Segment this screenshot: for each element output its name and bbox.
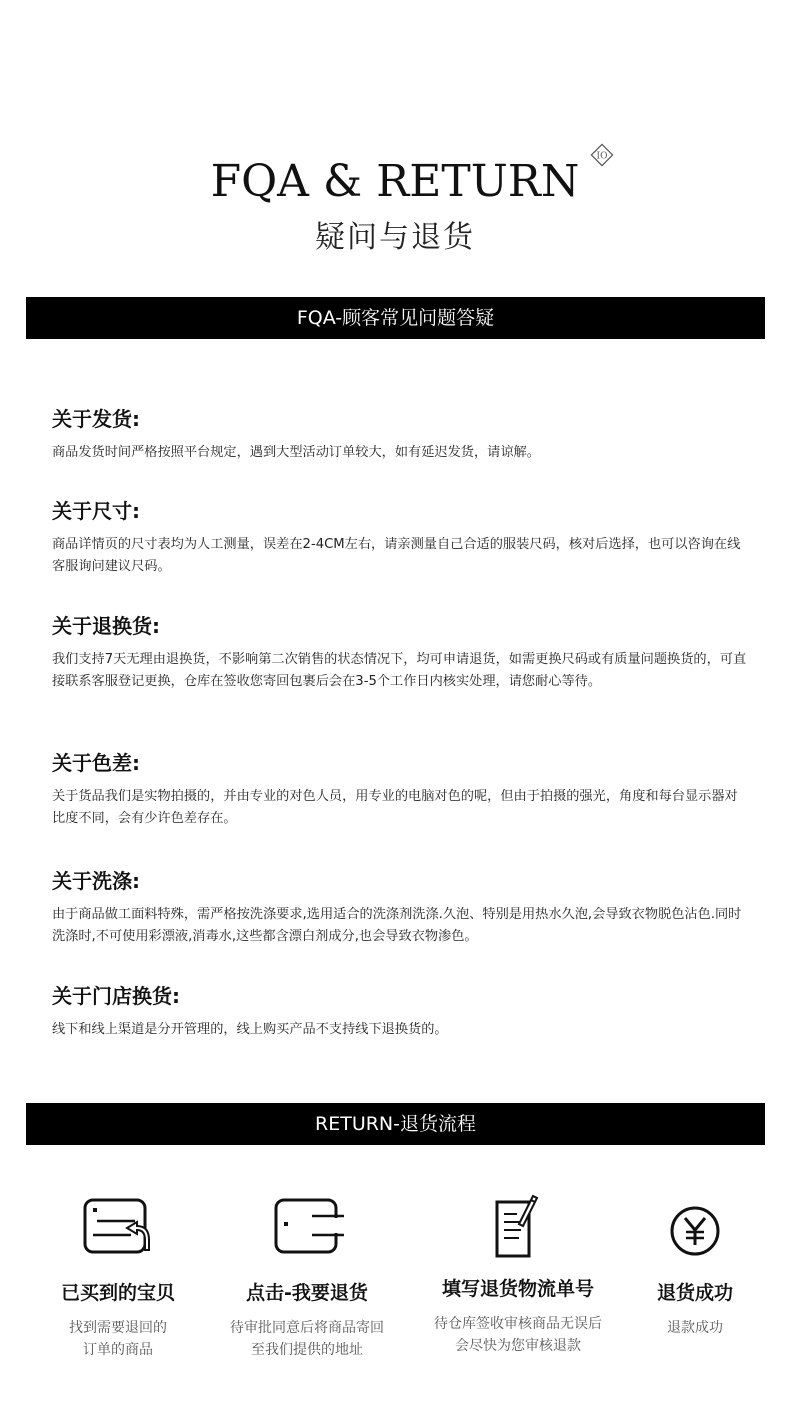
step-desc-line: 退款成功 (667, 1320, 723, 1336)
document-pen-icon (473, 1190, 563, 1260)
step-description (418, 1313, 618, 1357)
faq-item-store-exchange (52, 980, 747, 1041)
yen-coin-icon (650, 1194, 740, 1260)
brand-logo-icon (590, 143, 614, 167)
faq-question: 关于色差: (52, 751, 140, 775)
card-send-icon (262, 1194, 352, 1260)
faq-question: 关于洗涤: (52, 869, 140, 893)
faq-item-size (52, 495, 747, 578)
step-title: 填写退货物流单号 (441, 1278, 594, 1300)
page-title-en: FQA & RETURN (210, 156, 580, 207)
faq-answer: 商品详情页的尺寸表均为人工测量，误差在2-4CM左右，请亲测量自己合适的服装尺码，核对后选择，也可以咨询在线客服询问建议尺码。 (52, 537, 741, 574)
return-banner: RETURN-退货流程 (26, 1103, 765, 1145)
faq-answer: 由于商品做工面料特殊，需严格按洗涤要求,选用适合的洗涤剂洗涤.久泡、特别是用热水久泡,会导致衣物脱色沾色.同时洗涤时,不可使用彩漂液,消毒水,这些都含漂白剂成分,也会导致衣物渗色。 (52, 907, 742, 944)
step-desc-line: 订单的商品 (83, 1342, 153, 1358)
step-description (18, 1317, 218, 1361)
step-desc-line: 找到需要退回的 (69, 1320, 167, 1336)
step-description (207, 1317, 407, 1361)
card-return-icon (73, 1194, 163, 1260)
faq-banner: FQA-顾客常见问题答疑 (26, 297, 765, 339)
step-desc-line: 至我们提供的地址 (251, 1342, 363, 1358)
step-desc-line: 待仓库签收审核商品无误后 (434, 1316, 602, 1332)
faq-question: 关于退换货: (52, 614, 160, 638)
faq-question: 关于发货: (52, 407, 140, 431)
faq-item-return-exchange (52, 610, 747, 693)
step-title: 已买到的宝贝 (60, 1282, 175, 1304)
faq-item-shipping (52, 403, 747, 464)
step-desc-line: 会尽快为您审核退款 (455, 1338, 581, 1354)
faq-question: 关于门店换货: (52, 984, 180, 1008)
step-desc-line: 待审批同意后将商品寄回 (230, 1320, 384, 1336)
faq-question: 关于尺寸: (52, 499, 140, 523)
faq-answer: 线下和线上渠道是分开管理的，线上购买产品不支持线下退换货的。 (52, 1022, 448, 1037)
faq-answer: 商品发货时间严格按照平台规定，遇到大型活动订单较大，如有延迟发货，请谅解。 (52, 445, 540, 460)
faq-answer: 我们支持7天无理由退换货，不影响第二次销售的状态情况下，均可申请退货，如需更换尺码或有质量问题换货的，可直接联系客服登记更换，仓库在签收您寄回包裹后会在3-5个工作日内核实处理，请您耐心等待。 (52, 652, 747, 689)
return-step-purchased (18, 1194, 218, 1361)
return-step-success (595, 1194, 790, 1339)
step-description (595, 1317, 790, 1339)
page-title-zh: 疑问与退货 (315, 220, 475, 255)
return-step-fill-tracking (418, 1190, 618, 1357)
faq-answer: 关于货品我们是实物拍摄的，并由专业的对色人员，用专业的电脑对色的呢，但由于拍摄的强光，角度和每台显示器对比度不同，会有少许色差存在。 (52, 789, 738, 826)
step-title: 点击-我要退货 (246, 1282, 368, 1304)
step-title: 退货成功 (656, 1282, 733, 1304)
faq-item-washing (52, 865, 747, 948)
faq-item-color (52, 747, 747, 830)
return-step-click-return (207, 1194, 407, 1361)
brand-logo-text: IO (596, 151, 608, 162)
